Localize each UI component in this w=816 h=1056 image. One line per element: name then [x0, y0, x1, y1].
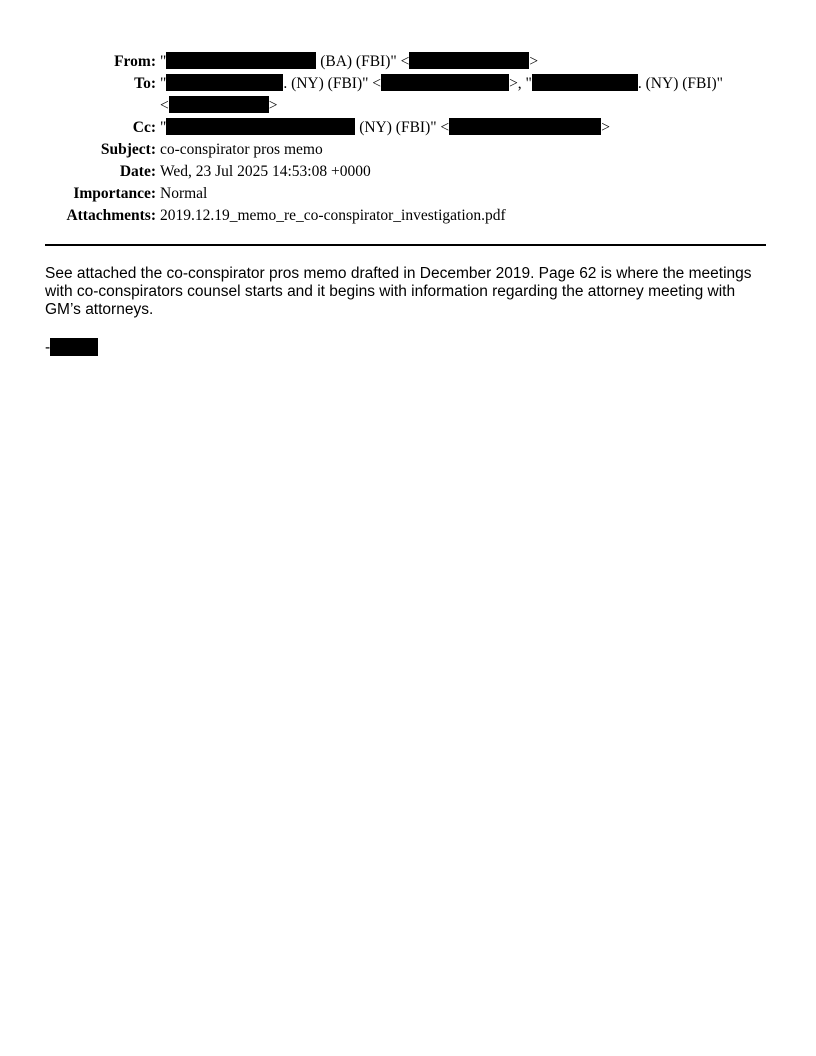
to-suffix-2: . (NY) (FBI)": [637, 75, 723, 92]
redaction-block: [449, 118, 601, 135]
attachments-label: Attachments:: [66, 207, 156, 224]
to-suffix-1: . (NY) (FBI)" <: [283, 75, 382, 92]
to-open-2: <: [160, 97, 169, 114]
to-separator: >, ": [509, 75, 532, 92]
date-row: [0, 161, 816, 183]
redaction-block: [166, 74, 283, 91]
date-value: Wed, 23 Jul 2025 14:53:08 +0000: [160, 163, 371, 180]
subject-label: Subject:: [100, 141, 156, 158]
cc-value: [160, 117, 760, 139]
from-quote: ": [160, 53, 167, 70]
from-label: From:: [114, 53, 156, 70]
redaction-block: [409, 52, 529, 69]
subject-row: [0, 139, 816, 161]
redaction-block: [166, 52, 316, 69]
redaction-block: [532, 74, 638, 91]
redaction-block: [169, 96, 269, 113]
cc-close: >: [601, 119, 610, 136]
importance-value: Normal: [160, 185, 208, 202]
from-value: [160, 51, 760, 73]
to-row-continued: [0, 95, 816, 117]
attachments-row: [0, 205, 816, 227]
signature-prefix: -: [45, 339, 51, 356]
email-body: See attached the co-conspirator pros memo drafted in December 2019. Page 62 is where the meetings with co-conspirators counsel starts and it begins with information regarding the attorney meeting with GM’s attorneys.: [45, 265, 752, 318]
date-label: Date:: [119, 163, 156, 180]
from-suffix: (BA) (FBI)" <: [316, 53, 410, 70]
cc-row: [0, 117, 816, 139]
importance-label: Importance:: [73, 185, 156, 202]
to-close-2: >: [268, 97, 278, 114]
to-quote: ": [160, 75, 167, 92]
from-close: >: [529, 53, 539, 70]
redaction-block: [50, 338, 98, 356]
to-label: To:: [134, 75, 156, 92]
attachment-filename: 2019.12.19_memo_re_co-conspirator_investigation.pdf: [160, 207, 506, 224]
to-value: [160, 73, 760, 95]
cc-quote: ": [160, 119, 167, 136]
cc-label: Cc:: [132, 119, 156, 136]
redaction-block: [381, 74, 509, 91]
importance-row: [0, 183, 816, 205]
to-value-continued: [160, 95, 760, 117]
to-row: [0, 73, 816, 95]
cc-suffix: (NY) (FBI)" <: [355, 119, 450, 136]
from-row: [0, 51, 816, 73]
email-header: [0, 51, 816, 227]
redaction-block: [166, 118, 355, 135]
subject-value: co-conspirator pros memo: [160, 141, 323, 158]
signature: [45, 338, 98, 357]
header-divider: [45, 244, 766, 246]
